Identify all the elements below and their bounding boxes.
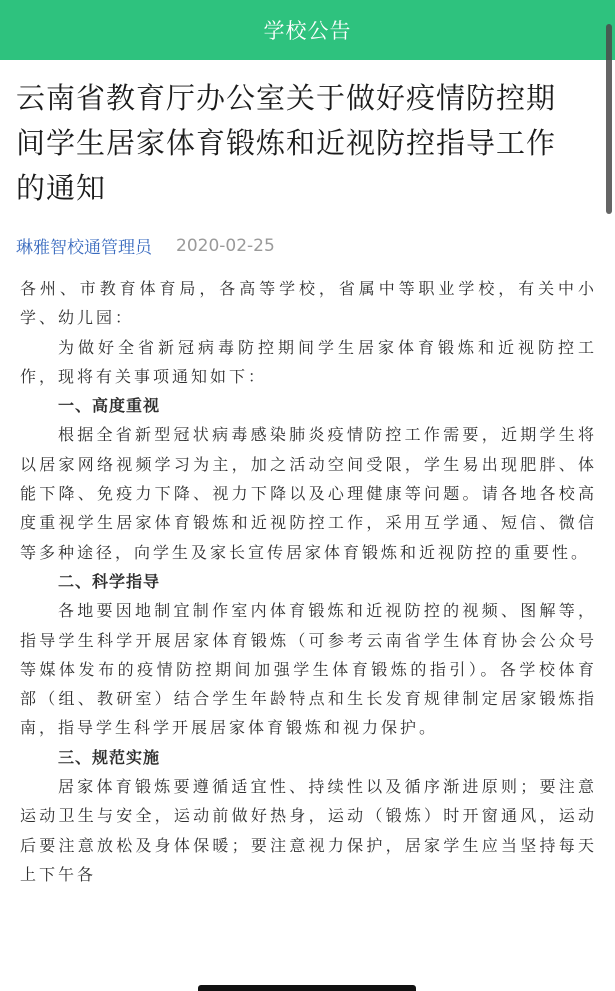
article-paragraph: 各州、市教育体育局，各高等学校，省属中等职业学校，有关中小学、幼儿园： <box>20 279 597 328</box>
article-date: 2020-02-25 <box>176 235 275 256</box>
article-container[interactable] <box>0 60 615 991</box>
article-meta <box>0 211 615 258</box>
article-paragraph: 根据全省新型冠状病毒感染肺炎疫情防控工作需要，近期学生将以居家网络视频学习为主，加之活动空间受限，学生易出现肥胖、体能下降、免疫力下降、视力下降以及心理健康等问题。请各地各校高度重视学生居家体育锻炼和近视防控工作，采用互学通、短信、微信等多种途径，向学生及家长宣传居家体育锻炼和近视防控的重要性。 <box>20 425 597 562</box>
article-paragraph: 居家体育锻炼要遵循适宜性、持续性以及循序渐进原则；要注意运动卫生与安全，运动前做好热身，运动（锻炼）时开窗通风，运动后要注意放松及身体保暖；要注意视力保护，居家学生应当坚持每天上下午各 <box>20 777 597 884</box>
section-heading: 三、规范实施 <box>58 747 161 767</box>
article-author[interactable]: 琳雅智校通管理员 <box>16 238 152 258</box>
article-paragraph: 各地要因地制宜制作室内体育锻炼和近视防控的视频、图解等，指导学生科学开展居家体育锻炼（可参考云南省学生体育协会公众号等媒体发布的疫情防控期间加强学生体育锻炼的指引）。各学校体育部（组、教研室）结合学生年龄特点和生长发育规律制定居家锻炼指南，指导学生科学开展居家体育锻炼和视力保护。 <box>20 601 597 738</box>
header-title: 学校公告 <box>263 19 352 43</box>
home-indicator[interactable] <box>198 985 416 991</box>
section-heading: 二、科学指导 <box>58 571 161 591</box>
article-paragraph: 为做好全省新冠病毒防控期间学生居家体育锻炼和近视防控工作，现将有关事项通知如下： <box>20 337 597 386</box>
scrollbar[interactable] <box>606 24 612 214</box>
app-header <box>0 0 615 60</box>
article-title: 云南省教育厅办公室关于做好疫情防控期间学生居家体育锻炼和近视防控指导工作的通知 <box>16 81 557 205</box>
article-body <box>0 258 615 889</box>
section-heading: 一、高度重视 <box>58 396 161 416</box>
